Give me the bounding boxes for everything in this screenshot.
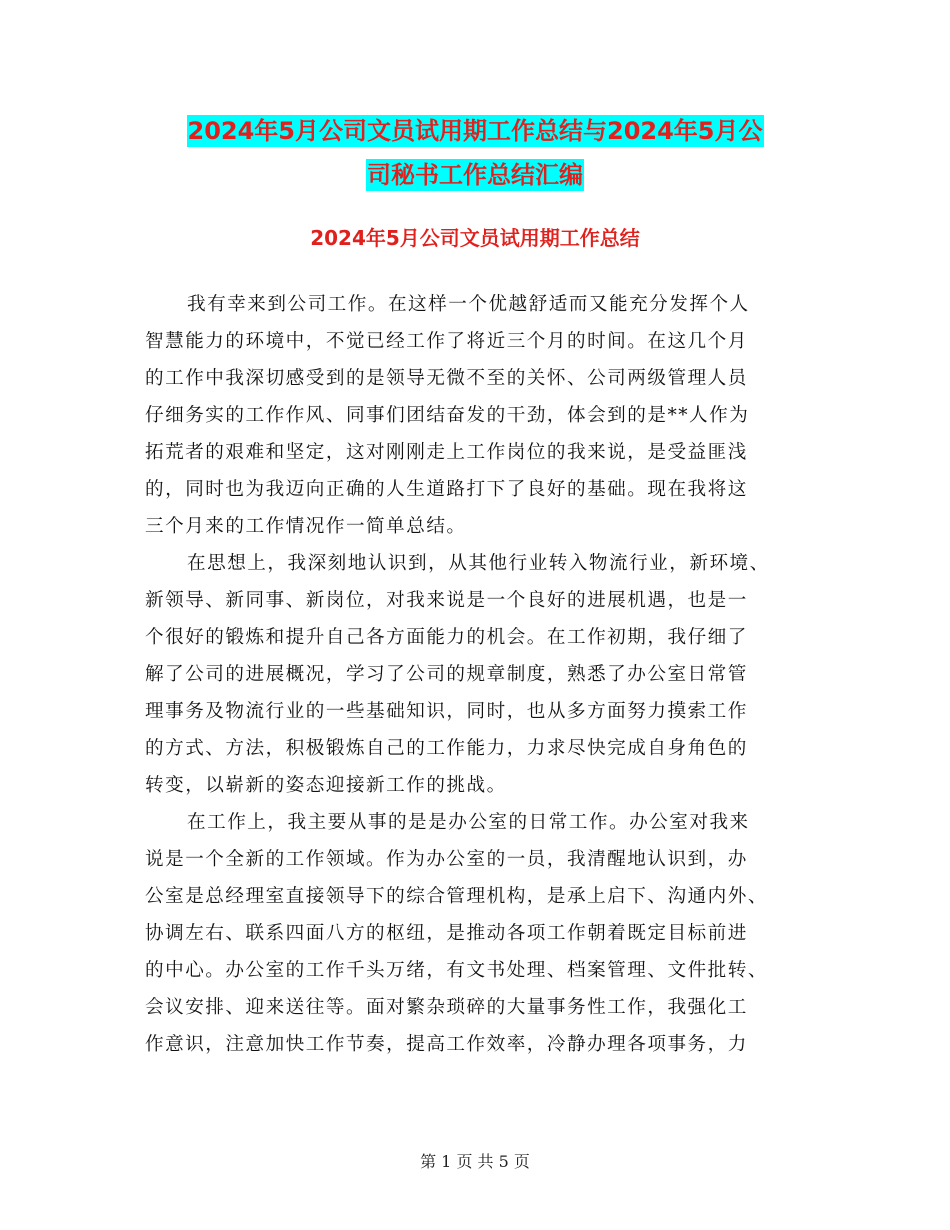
paragraph-line: 我有幸来到公司工作。在这样一个优越舒适而又能充分发挥个人 [187, 294, 750, 315]
paragraph-line: 协调左右、联系四面八方的枢纽，是推动各项工作朝着既定目标前进 [145, 923, 748, 944]
paragraph-line: 的中心。办公室的工作千头万绪，有文书处理、档案管理、文件批转、 [145, 960, 768, 981]
document-body [145, 286, 805, 1063]
page-footer: 第 1 页 共 5 页 [420, 1152, 530, 1171]
paragraph-line: 转变，以崭新的姿态迎接新工作的挑战。 [145, 775, 507, 796]
paragraph-line: 的工作中我深切感受到的是领导无微不至的关怀、公司两级管理人员 [145, 368, 748, 389]
paragraph-line: 的方式、方法，积极锻炼自己的工作能力，力求尽快完成自身角色的 [145, 738, 748, 759]
paragraph-line: 拓荒者的艰难和坚定，这对刚刚走上工作岗位的我来说，是受益匪浅 [145, 442, 748, 463]
paragraph-3 [145, 804, 805, 1063]
paragraph-2 [145, 545, 805, 804]
document-title-line-2 [120, 150, 830, 200]
paragraph-line: 新领导、新同事、新岗位，对我来说是一个良好的进展机遇，也是一 [145, 590, 748, 611]
paragraph-line: 个很好的锻炼和提升自己各方面能力的机会。在工作初期，我仔细了 [145, 627, 748, 648]
paragraph-line: 在思想上，我深刻地认识到，从其他行业转入物流行业，新环境、 [187, 553, 770, 574]
paragraph-line: 公室是总经理室直接领导下的综合管理机构，是承上启下、沟通内外、 [145, 886, 768, 907]
paragraph-1 [145, 286, 805, 545]
document-title-text-2: 司秘书工作总结汇编 [367, 161, 583, 189]
document-title-text-1: 2024年5月公司文员试用期工作总结与2024年5月公 [187, 117, 763, 145]
paragraph-line: 三个月来的工作情况作一简单总结。 [145, 516, 467, 537]
paragraph-line: 会议安排、迎来送往等。面对繁杂琐碎的大量事务性工作，我强化工 [145, 997, 748, 1018]
paragraph-line: 解了公司的进展概况，学习了公司的规章制度，熟悉了办公室日常管 [145, 664, 748, 685]
section-title: 2024年5月公司文员试用期工作总结 [310, 226, 640, 250]
paragraph-line: 智慧能力的环境中，不觉已经工作了将近三个月的时间。在这几个月 [145, 331, 748, 352]
document-title-line-1 [120, 106, 830, 156]
paragraph-line: 理事务及物流行业的一些基础知识，同时，也从多方面努力摸索工作 [145, 701, 748, 722]
paragraph-line: 的，同时也为我迈向正确的人生道路打下了良好的基础。现在我将这 [145, 479, 748, 500]
paragraph-line: 仔细务实的工作作风、同事们团结奋发的干劲，体会到的是**人作为 [145, 405, 750, 426]
paragraph-line: 说是一个全新的工作领域。作为办公室的一员，我清醒地认识到，办 [145, 849, 748, 870]
paragraph-line: 在工作上，我主要从事的是是办公室的日常工作。办公室对我来 [187, 812, 750, 833]
paragraph-line: 作意识，注意加快工作节奏，提高工作效率，冷静办理各项事务，力 [145, 1034, 748, 1055]
